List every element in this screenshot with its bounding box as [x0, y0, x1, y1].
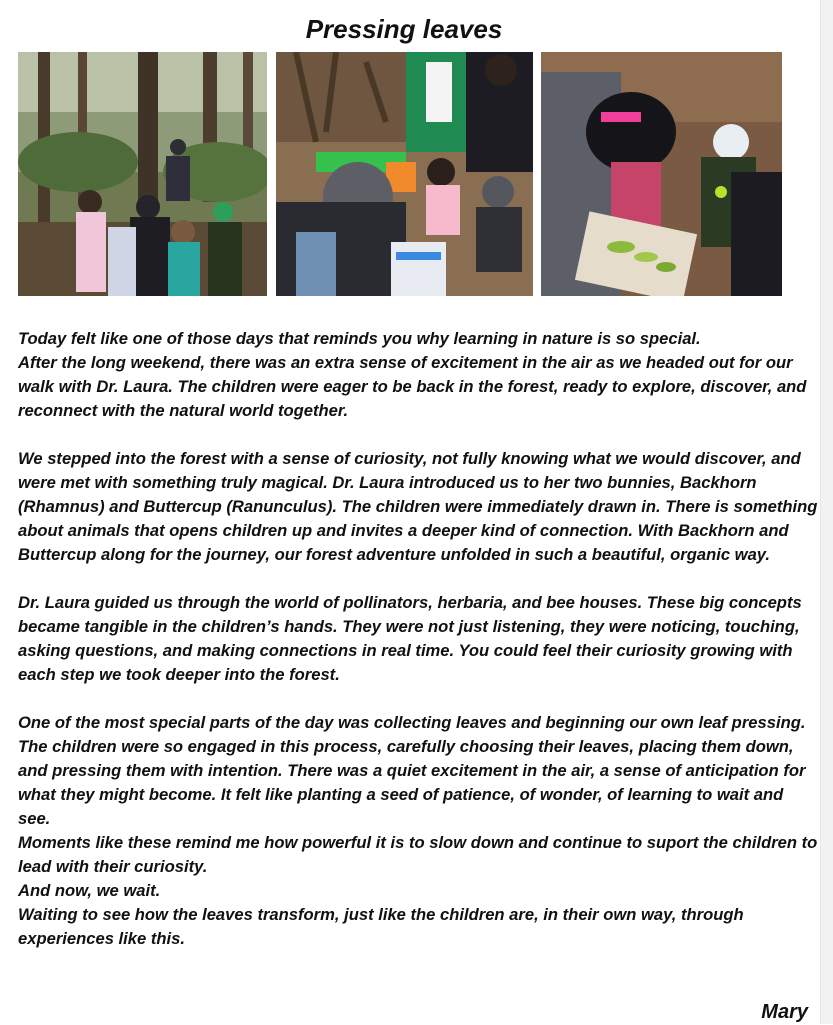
- author-signature: Mary: [761, 1001, 808, 1023]
- page-title: Pressing leaves: [305, 14, 503, 44]
- scrollbar-track[interactable]: [820, 0, 833, 1024]
- paragraph-line: Today felt like one of those days that reminds you why learning in nature is so special.: [18, 329, 701, 348]
- paragraph-leaf-pressing: [18, 711, 820, 951]
- leaf-pressing-photo: [541, 52, 782, 296]
- paragraph-bunnies: [18, 447, 820, 567]
- paragraph-line: We stepped into the forest with a sense of curiosity, not fully knowing what we would discover, and were met with something truly magical. Dr. Laura introduced us to her two bunnies, Backhorn (Rhamnus) and Buttercup (Ranunculus). The children were immediately drawn in. There is something about animals that opens children up and invites a deeper kind of connection. With Backhorn and Buttercup along for the journey, our forest adventure unfolded in such a beautiful, organic way.: [18, 449, 818, 564]
- paragraph-line: And now, we wait.: [18, 881, 161, 900]
- forest-walk-photo: [18, 52, 267, 296]
- paragraph-line: Dr. Laura guided us through the world of pollinators, herbaria, and bee houses. These big concepts became tangible in the children’s hands. They were not just listening, they were noticing, touching, asking questions, and making connections in real time. You could feel their curiosity growing with each step we took deeper into the forest.: [18, 593, 802, 684]
- paragraph-pollinators: [18, 591, 820, 687]
- paragraph-line: Moments like these remind me how powerful it is to slow down and continue to suport the children to lead with their curiosity.: [18, 833, 818, 876]
- paragraph-intro: [18, 327, 820, 423]
- paragraph-line: After the long weekend, there was an extra sense of excitement in the air as we headed out for our walk with Dr. Laura. The children were eager to be back in the forest, ready to explore, discover, and reconnect with the natural world together.: [18, 353, 807, 420]
- paragraph-line: One of the most special parts of the day was collecting leaves and beginning our own leaf pressing. The children were so engaged in this process, carefully choosing their leaves, placing them down, and pressing them with intention. There was a quiet excitement in the air, a sense of anticipation for what they might become. It felt like planting a seed of patience, of wonder, of learning to wait and see.: [18, 713, 806, 828]
- children-gathered-photo: [276, 52, 533, 296]
- paragraph-line: Waiting to see how the leaves transform, just like the children are, in their own way, through experiences like this.: [18, 905, 744, 948]
- article-body: [18, 327, 820, 975]
